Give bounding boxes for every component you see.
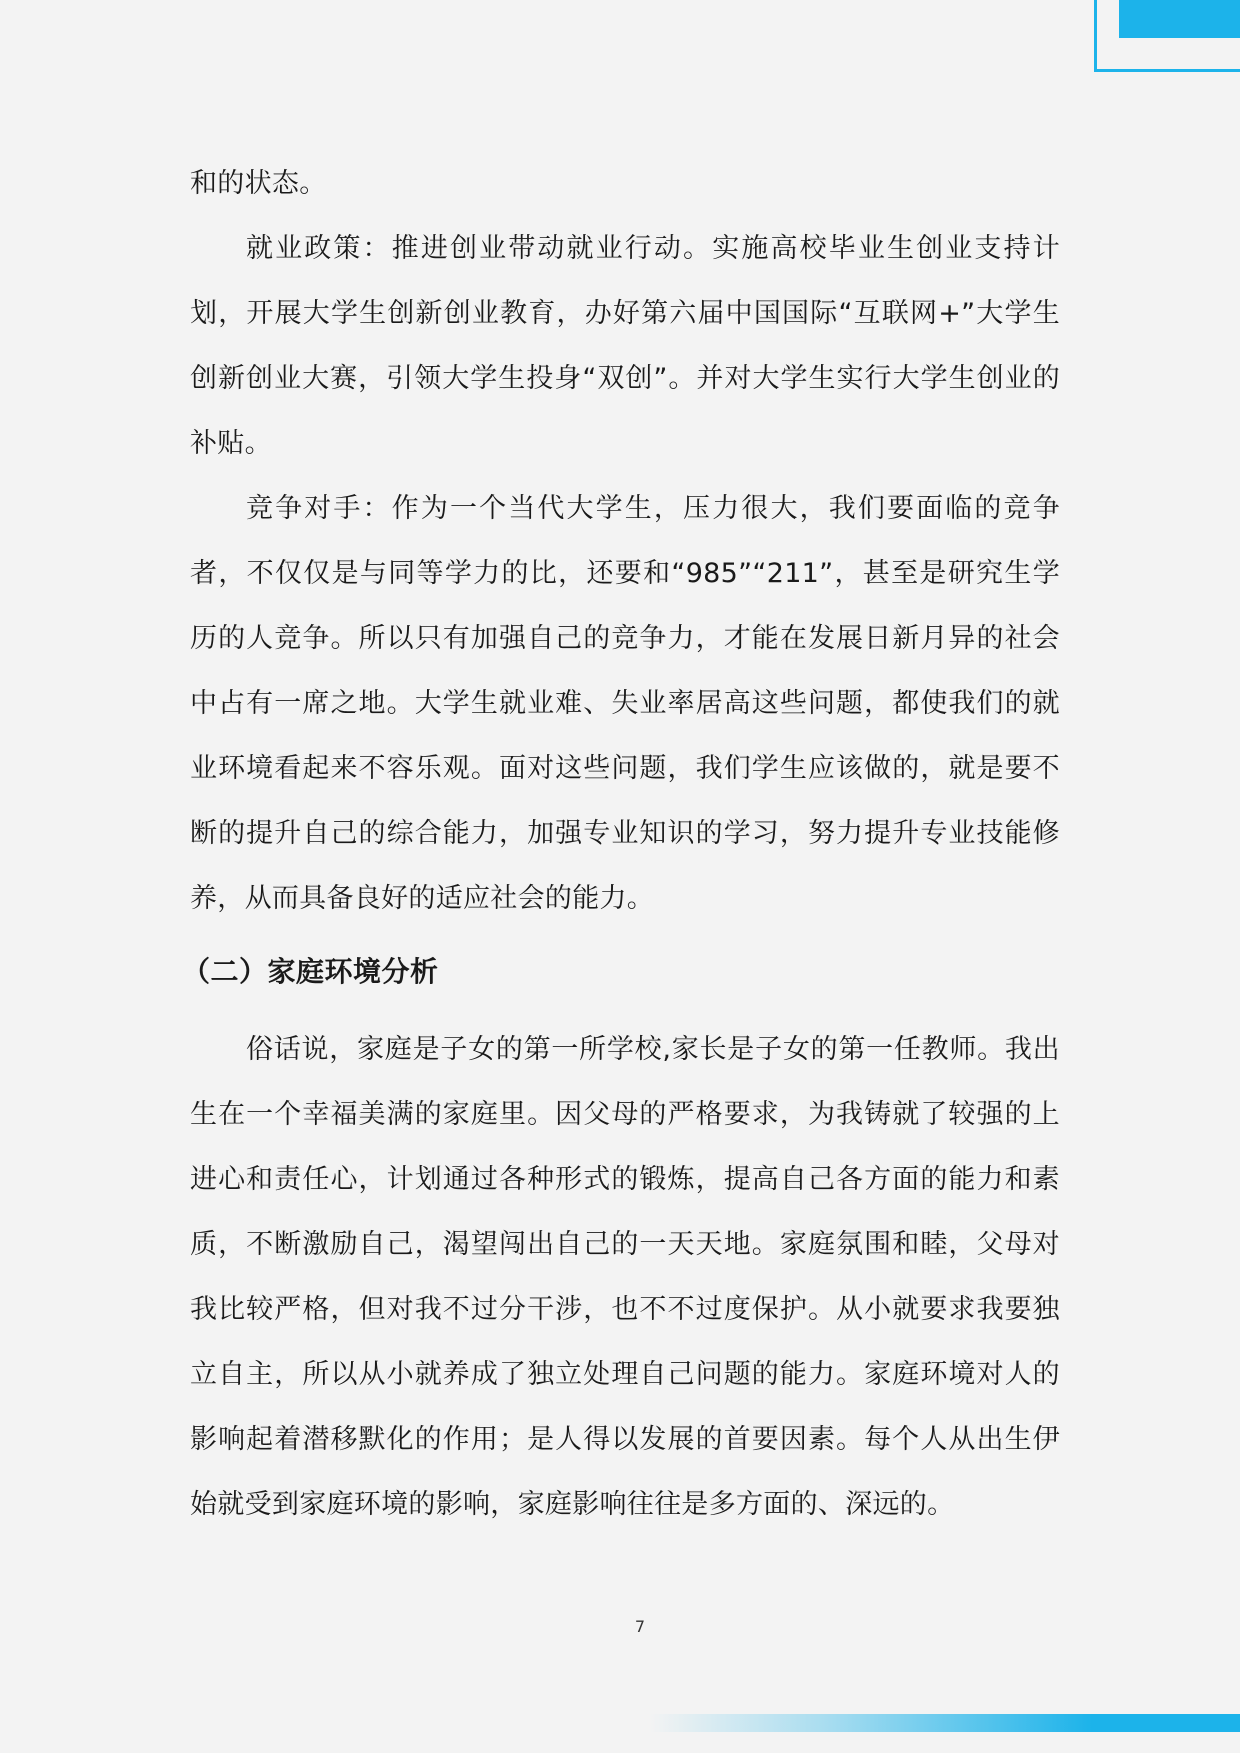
paragraph-family-environment: 俗话说，家庭是子女的第一所学校,家长是子女的第一任教师。我出生在一个幸福美满的家庭里。因父母的严格要求，为我铸就了较强的上进心和责任心，计划通过各种形式的锻炼，提高自己各方面的能力和素质，不断激励自己，渴望闯出自己的一天天地。家庭氛围和睦，父母对我比较严格，但对我不过分干涉，也不不过度保护。从小就要求我要独立自主，所以从小就养成了独立处理自己问题的能力。家庭环境对人的影响起着潜移默化的作用；是人得以发展的首要因素。每个人从出生伊始就受到家庭环境的影响，家庭影响往往是多方面的、深远的。	[190, 1034, 1060, 1520]
paragraph-competitors: 竞争对手：作为一个当代大学生，压力很大，我们要面临的竞争者，不仅仅是与同等学力的比，还要和“985”“211”，甚至是研究生学历的人竞争。所以只有加强自己的竞争力，才能在发展日新月异的社会中占有一席之地。大学生就业难、失业率居高这些问题，都使我们的就业环境看起来不容乐观。面对这些问题，我们学生应该做的，就是要不断的提升自己的综合能力，加强专业知识的学习，努力提升专业技能修养，从而具备良好的适应社会的能力。	[190, 493, 1060, 914]
page-content	[182, 151, 1060, 1537]
corner-decoration-fill	[1119, 0, 1240, 38]
paragraph-continuation: 和的状态。	[190, 168, 327, 199]
paragraph-employment-policy: 就业政策：推进创业带动就业行动。实施高校毕业生创业支持计划，开展大学生创新创业教育，办好第六届中国国际“互联网+”大学生创新创业大赛，引领大学生投身“双创”。并对大学生实行大学生创业的补贴。	[190, 233, 1060, 459]
section-heading-family-environment: （二）家庭环境分析	[182, 955, 439, 988]
page-number: 7	[634, 1617, 646, 1636]
footer-gradient-bar	[650, 1714, 1240, 1732]
